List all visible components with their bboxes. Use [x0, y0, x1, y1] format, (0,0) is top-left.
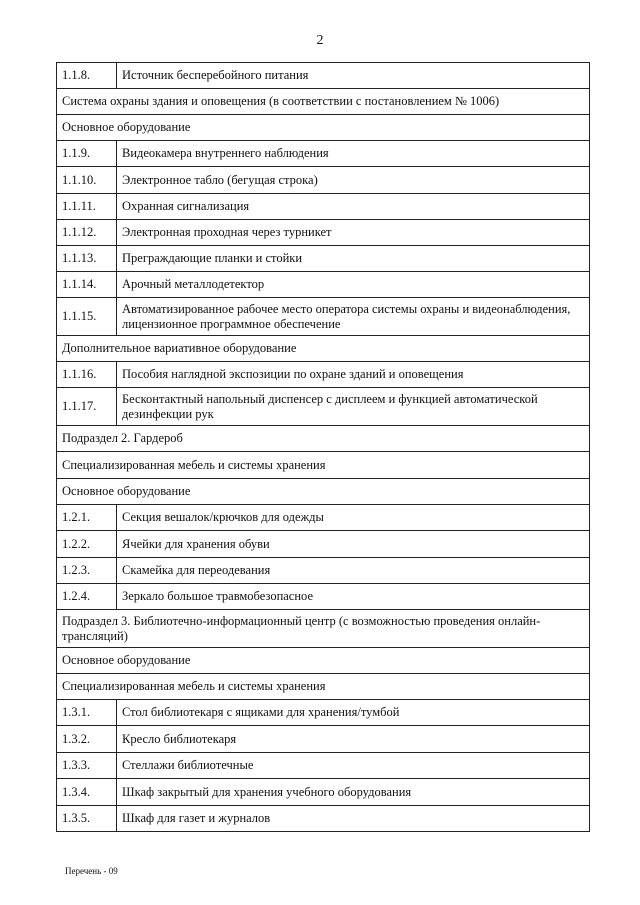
section-heading: Специализированная мебель и системы хранения — [57, 452, 590, 479]
footer-label: Перечень - 09 — [65, 866, 118, 876]
section-row — [57, 426, 590, 452]
item-description: Стеллажи библиотечные — [117, 753, 590, 779]
table-row — [57, 362, 590, 388]
item-number: 1.1.12. — [57, 220, 117, 246]
table-row — [57, 505, 590, 531]
table-row — [57, 298, 590, 336]
section-row — [57, 674, 590, 700]
page-number: 2 — [316, 33, 324, 48]
item-number: 1.2.4. — [57, 584, 117, 610]
table-row — [57, 531, 590, 558]
section-heading: Основное оборудование — [57, 648, 590, 674]
item-description: Секция вешалок/крючков для одежды — [117, 505, 590, 531]
table-row — [57, 726, 590, 753]
item-number: 1.3.4. — [57, 779, 117, 806]
item-number: 1.3.2. — [57, 726, 117, 753]
section-heading: Основное оборудование — [57, 479, 590, 505]
item-description: Видеокамера внутреннего наблюдения — [117, 141, 590, 167]
section-row — [57, 610, 590, 648]
item-number: 1.1.16. — [57, 362, 117, 388]
section-heading: Подраздел 3. Библиотечно-информационный центр (с возможностью проведения онлайн-трансляций) — [57, 610, 590, 648]
item-number: 1.1.17. — [57, 388, 117, 426]
table-row — [57, 558, 590, 584]
item-description: Скамейка для переодевания — [117, 558, 590, 584]
table-row — [57, 753, 590, 779]
item-number: 1.3.5. — [57, 806, 117, 832]
item-description: Источник бесперебойного питания — [117, 63, 590, 89]
item-number: 1.1.10. — [57, 167, 117, 194]
item-description: Электронное табло (бегущая строка) — [117, 167, 590, 194]
item-description: Кресло библиотекаря — [117, 726, 590, 753]
section-row — [57, 336, 590, 362]
table-row — [57, 272, 590, 298]
table-row — [57, 584, 590, 610]
item-description: Автоматизированное рабочее место оператора системы охраны и видеонаблюдения, лицензионное программное обеспечение — [117, 298, 590, 336]
section-row — [57, 115, 590, 141]
item-number: 1.3.3. — [57, 753, 117, 779]
item-number: 1.2.3. — [57, 558, 117, 584]
equipment-table — [56, 62, 590, 832]
section-row — [57, 479, 590, 505]
item-number: 1.1.9. — [57, 141, 117, 167]
item-number: 1.1.11. — [57, 194, 117, 220]
table-row — [57, 700, 590, 726]
item-description: Электронная проходная через турникет — [117, 220, 590, 246]
item-description: Шкаф для газет и журналов — [117, 806, 590, 832]
item-description: Пособия наглядной экспозиции по охране зданий и оповещения — [117, 362, 590, 388]
item-description: Зеркало большое травмобезопасное — [117, 584, 590, 610]
item-number: 1.1.15. — [57, 298, 117, 336]
item-description: Преграждающие планки и стойки — [117, 246, 590, 272]
table-row — [57, 779, 590, 806]
table-row — [57, 388, 590, 426]
item-number: 1.1.14. — [57, 272, 117, 298]
section-row — [57, 89, 590, 115]
item-description: Ячейки для хранения обуви — [117, 531, 590, 558]
table-row — [57, 806, 590, 832]
table-row — [57, 63, 590, 89]
section-heading: Основное оборудование — [57, 115, 590, 141]
section-heading: Специализированная мебель и системы хранения — [57, 674, 590, 700]
table-row — [57, 141, 590, 167]
section-row — [57, 452, 590, 479]
item-description: Бесконтактный напольный диспенсер с дисплеем и функцией автоматической дезинфекции рук — [117, 388, 590, 426]
section-heading: Дополнительное вариативное оборудование — [57, 336, 590, 362]
table-row — [57, 220, 590, 246]
section-heading: Подраздел 2. Гардероб — [57, 426, 590, 452]
section-row — [57, 648, 590, 674]
table-row — [57, 167, 590, 194]
section-heading: Система охраны здания и оповещения (в соответствии с постановлением № 1006) — [57, 89, 590, 115]
item-description: Охранная сигнализация — [117, 194, 590, 220]
table-row — [57, 246, 590, 272]
item-description: Стол библиотекаря с ящиками для хранения/тумбой — [117, 700, 590, 726]
item-number: 1.2.1. — [57, 505, 117, 531]
item-description: Шкаф закрытый для хранения учебного оборудования — [117, 779, 590, 806]
item-number: 1.1.13. — [57, 246, 117, 272]
equipment-table-body — [57, 63, 590, 832]
item-number: 1.3.1. — [57, 700, 117, 726]
table-row — [57, 194, 590, 220]
item-description: Арочный металлодетектор — [117, 272, 590, 298]
item-number: 1.1.8. — [57, 63, 117, 89]
item-number: 1.2.2. — [57, 531, 117, 558]
